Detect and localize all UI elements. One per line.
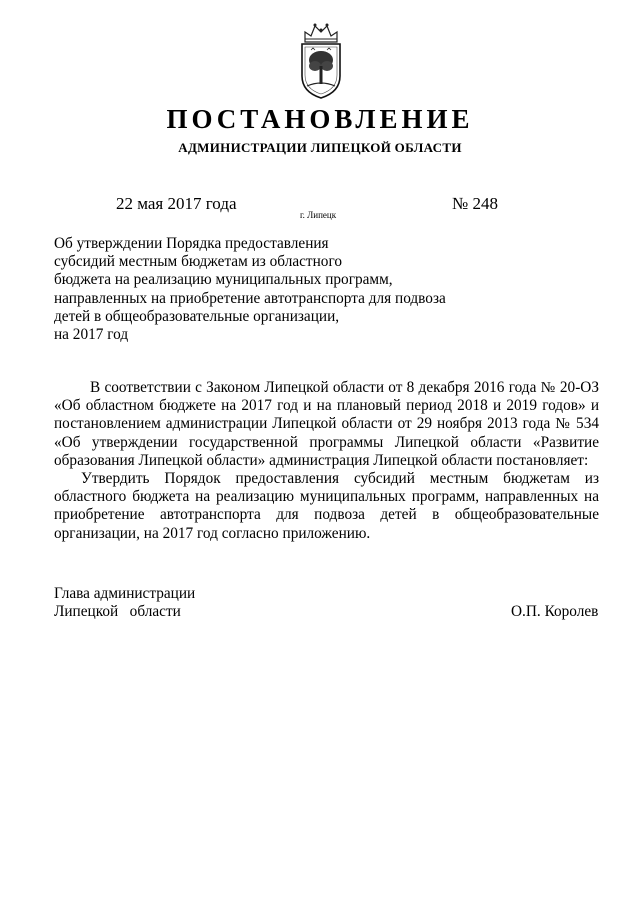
document-date: 22 мая 2017 года xyxy=(116,194,237,213)
signatory-position xyxy=(54,585,195,621)
subject-line: субсидий местным бюджетам из областного xyxy=(54,253,342,271)
lipetsk-coat-of-arms-icon xyxy=(297,20,345,100)
document-body xyxy=(54,379,599,543)
document-city: г. Липецк xyxy=(300,210,337,220)
document-title: ПОСТАНОВЛЕНИЕ xyxy=(166,104,474,134)
subject-line: направленных на приобретение автотранспорта для подвоза xyxy=(54,289,446,307)
signatory-name: О.П. Королев xyxy=(511,603,599,620)
position-line: Липецкой области xyxy=(54,603,181,621)
resolution-paragraph: Утвердить Порядок предоставления субсидий местным бюджетам из областного бюджета на реализацию муниципальных программ, направленных на приобретение автотранспорта для подвоза детей в общеобразовательные организации, на 2017 год согласно приложению. xyxy=(54,470,599,542)
subject-line: бюджета на реализацию муниципальных программ, xyxy=(54,271,393,289)
subject-line: на 2017 год xyxy=(54,326,129,344)
subject-line: детей в общеобразовательные организации, xyxy=(54,307,340,325)
document-subject xyxy=(54,235,446,344)
subject-line: Об утверждении Порядка предоставления xyxy=(54,235,329,252)
issuing-authority: АДМИНИСТРАЦИИ ЛИПЕЦКОЙ ОБЛАСТИ xyxy=(178,140,462,155)
document-number: № 248 xyxy=(452,194,498,213)
preamble-paragraph: В соответствии с Законом Липецкой области от 8 декабря 2016 года № 20-ОЗ «Об областном бюджете на 2017 год и на плановый период 2018 и 2019 годов» и постановлением администрации Липецкой области от 29 ноября 2013 года № 534 «Об утверждении государственной программы Липецкой области «Развитие образования Липецкой области» администрация Липецкой области постановляет: xyxy=(54,379,599,469)
position-line: Глава администрации xyxy=(54,585,196,602)
